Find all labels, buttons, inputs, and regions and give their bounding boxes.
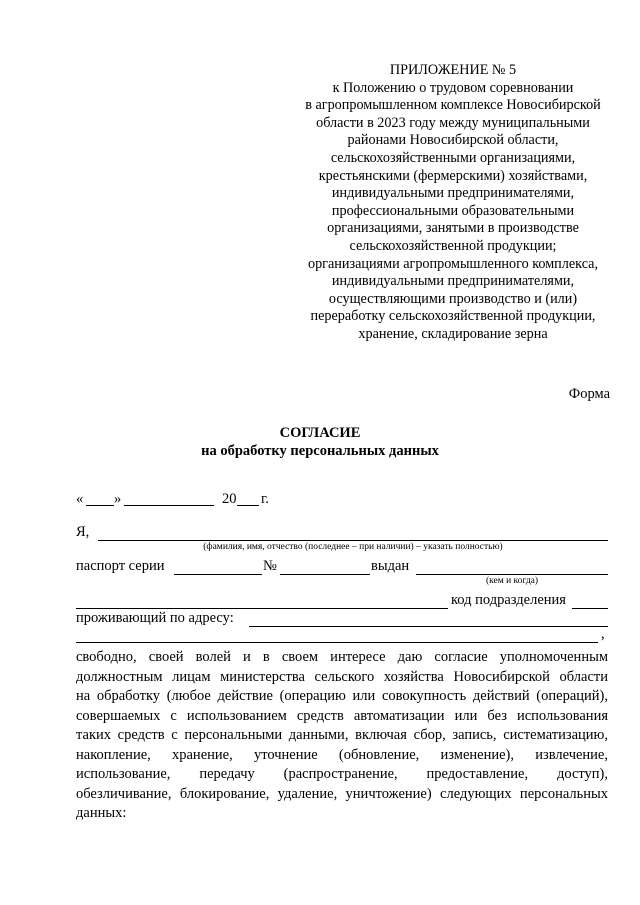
number-sign: № bbox=[263, 558, 277, 574]
appendix-line: сельскохозяйственными организациями, bbox=[330, 149, 576, 166]
appendix-line: области в 2023 году между муниципальными bbox=[316, 114, 590, 131]
body-line: свободно, своей волей и в своем интересе даю согласие уполномоченным bbox=[76, 649, 608, 665]
year-field[interactable] bbox=[237, 505, 259, 506]
year-suffix: г. bbox=[261, 491, 269, 507]
appendix-block bbox=[268, 62, 638, 344]
document-title bbox=[0, 424, 640, 460]
appendix-line: сельскохозяйственной продукции; bbox=[349, 237, 557, 254]
ya-label: Я, bbox=[76, 524, 90, 540]
fio-caption: (фамилия, имя, отчество (последнее – при наличии) – указать полностью) bbox=[203, 542, 503, 552]
appendix-line: к Положению о трудовом соревновании bbox=[332, 79, 574, 96]
address-field[interactable] bbox=[249, 626, 608, 627]
issued-label: выдан bbox=[371, 558, 410, 574]
date-open-quote: « bbox=[76, 491, 84, 507]
issued-by-continuation-field[interactable] bbox=[76, 608, 448, 609]
issued-by-field[interactable] bbox=[416, 574, 608, 575]
body-line: обезличивание, блокирование, удаление, уничтожение) следующих персональных bbox=[76, 785, 608, 802]
appendix-line: крестьянскими (фермерскими) хозяйствами, bbox=[318, 167, 588, 184]
consent-body bbox=[76, 648, 608, 824]
day-field[interactable] bbox=[86, 505, 114, 506]
division-code-field[interactable] bbox=[572, 608, 608, 609]
appendix-line: организациями агропромышленного комплекса, bbox=[307, 255, 599, 272]
body-last-line: данных: bbox=[76, 805, 127, 821]
appendix-line: осуществляющими производство и (или) bbox=[328, 290, 578, 307]
date-close-quote: » bbox=[114, 491, 122, 507]
appendix-line: индивидуальными предпринимателями, bbox=[331, 185, 575, 202]
appendix-line: организациями, занятыми в производстве bbox=[327, 220, 579, 237]
body-line: накопление, хранение, уточнение (обновление, изменение), извлечение, bbox=[76, 746, 608, 763]
body-line: таких средств с персональными данными, включая сбор, запись, систематизацию, bbox=[76, 727, 608, 743]
body-line: на обработку (любое действие (операцию или совокупность действий (операций), bbox=[76, 688, 608, 704]
division-code-label: код подразделения bbox=[451, 592, 566, 608]
passport-label: паспорт серии bbox=[76, 558, 165, 574]
trailing-comma: , bbox=[601, 626, 605, 642]
fio-field[interactable] bbox=[98, 540, 608, 541]
passport-number-field[interactable] bbox=[280, 574, 370, 575]
year-prefix: 20 bbox=[222, 491, 237, 507]
appendix-line: районами Новосибирской области, bbox=[347, 132, 559, 149]
address-continuation-field[interactable] bbox=[76, 642, 598, 643]
body-line: совершаемых с использованием средств автоматизации или без использования bbox=[76, 707, 608, 724]
issued-caption: (кем и когда) bbox=[485, 576, 539, 586]
appendix-heading: ПРИЛОЖЕНИЕ № 5 bbox=[389, 62, 517, 78]
appendix-line: хранение, складирование зерна bbox=[358, 325, 548, 342]
passport-series-field[interactable] bbox=[174, 574, 262, 575]
form-label: Форма bbox=[568, 386, 610, 402]
appendix-line: профессиональными образовательными bbox=[331, 202, 575, 219]
body-line: использование, передачу (распространение, предоставление, доступ), bbox=[76, 766, 608, 782]
appendix-line: в агропромышленном комплексе Новосибирской bbox=[305, 97, 601, 114]
title-main: СОГЛАСИЕ bbox=[279, 425, 361, 441]
month-field[interactable] bbox=[124, 505, 214, 506]
title-sub: на обработку персональных данных bbox=[201, 443, 439, 459]
appendix-line: переработку сельскохозяйственной продукции, bbox=[310, 308, 596, 325]
appendix-line: индивидуальными предпринимателями, bbox=[331, 273, 575, 290]
address-label: проживающий по адресу: bbox=[76, 610, 234, 626]
body-line: должностным лицам министерства сельского хозяйства Новосибирской области bbox=[76, 668, 608, 685]
